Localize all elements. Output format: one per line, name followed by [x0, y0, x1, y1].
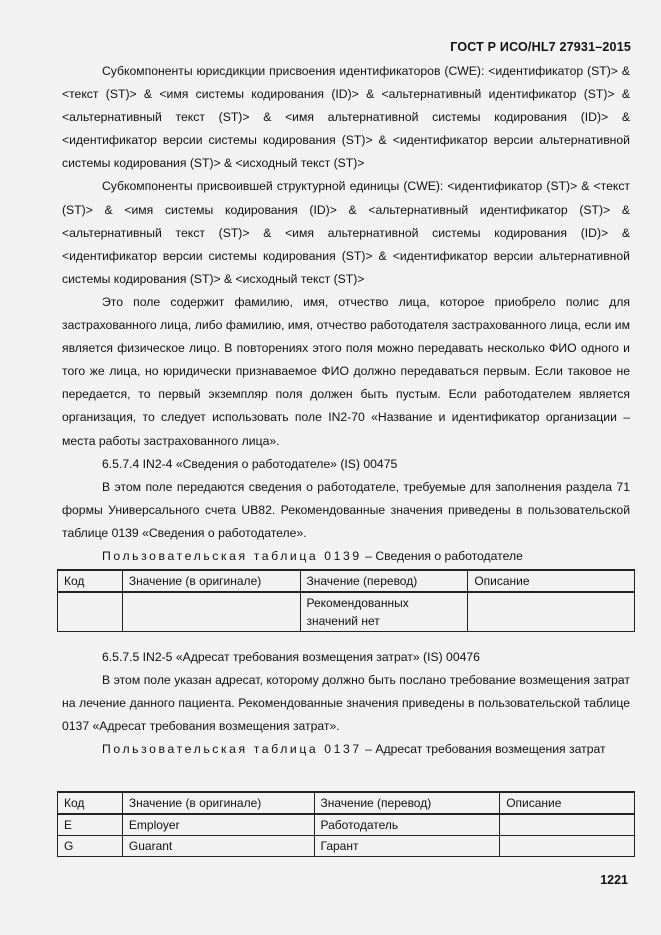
table-cell: Guarant	[122, 836, 314, 857]
section-heading-in2-5: 6.5.7.5 IN2-5 «Адресат требования возмещения затрат» (IS) 00476	[102, 650, 480, 664]
table-cell	[58, 592, 123, 632]
header-cell: Значение (перевод)	[300, 570, 468, 592]
table-cell	[468, 592, 635, 632]
header-cell: Значение (в оригинале)	[122, 792, 314, 814]
table-caption-0137	[62, 738, 630, 761]
table-cell: Гарант	[314, 836, 500, 857]
table-cell: E	[58, 814, 123, 836]
table-cell: Рекомендованных значений нет	[300, 592, 468, 632]
user-table-0139	[57, 569, 635, 632]
paragraph-jurisdiction-subcomponents: Субкомпоненты юрисдикции присвоения идентификаторов (CWE): <идентификатор (ST)> & <текст (ST)> & <имя системы кодирования (ID)> & <альтернативный идентификатор (ST)> & <альтернативный текст (ST)> & <имя альтернативной системы кодирования (ID)> & <идентификатор версии системы кодирования (ST)> & <идентификатор версии альтернативной системы кодирования (ST)> & <исходный текст (ST)>	[62, 64, 630, 171]
table-header-row	[58, 570, 635, 592]
table-cell	[122, 592, 300, 632]
table-row	[58, 592, 635, 632]
header-cell: Описание	[500, 792, 635, 814]
page-number: 1221	[600, 873, 628, 887]
paragraph-field-description: Это поле содержит фамилию, имя, отчество лица, которое приобрело полис для застрахованного лица, либо фамилию, имя, отчество работодателя застрахованного лица, если им является физическое лицо. В повторениях этого поля можно передавать несколько ФИО одного и того же лица, но юридически признаваемое ФИО должно передаваться первым. Если таковое не передается, то первый экземпляр поля должен быть пустым. Если работодателем является организация, то следует использовать поле IN2-70 «Название и идентификатор организации – места работы застрахованного лица».	[62, 294, 630, 448]
header-cell: Код	[58, 570, 123, 592]
table-header-row	[58, 792, 635, 814]
table-caption-0139	[62, 545, 630, 568]
table-caption-title: – Сведения о работодателе	[361, 548, 523, 563]
paragraph-department-subcomponents: Субкомпоненты присвоившей структурной единицы (CWE): <идентификатор (ST)> & <текст (ST)> & <имя системы кодирования (ID)> & <альтернативный идентификатор (ST)> & <альтернативный текст (ST)> & <имя альтернативной системы кодирования (ID)> & <идентификатор версии системы кодирования (ST)> & <идентификатор версии альтернативной системы кодирования (ST)> & <исходный текст (ST)>	[62, 179, 630, 286]
table-cell: Employer	[122, 814, 314, 836]
paragraph-employer-info: В этом поле передаются сведения о работодателе, требуемые для заполнения раздела 71 формы Универсального счета UB82. Рекомендованные значения приведены в пользовательской таблице 0139 «Сведения о работодателе».	[62, 479, 630, 540]
header-cell: Значение (перевод)	[314, 792, 500, 814]
table-caption-title: – Адресат требования возмещения затрат	[361, 742, 606, 757]
table-cell	[500, 836, 635, 857]
text-block-upper	[62, 60, 630, 568]
section-heading-in2-4: 6.5.7.4 IN2-4 «Сведения о работодателе» (IS) 00475	[102, 456, 398, 471]
table-cell: G	[58, 836, 123, 857]
table-cell	[500, 814, 635, 836]
document-header: ГОСТ Р ИСО/HL7 27931–2015	[450, 40, 631, 54]
table-cell: Работодатель	[314, 814, 500, 836]
table-caption-prefix: Пользовательская таблица 0137	[102, 742, 362, 757]
table-row	[58, 814, 635, 836]
text-block-lower	[62, 646, 630, 761]
paragraph-claim-recipient: В этом поле указан адресат, которому должно быть послано требование возмещения затрат на лечение данного пациента. Рекомендованные значения приведены в пользовательской таблице 0137 «Адресат требования возмещения затрат».	[62, 673, 630, 734]
header-cell: Значение (в оригинале)	[122, 570, 300, 592]
table-caption-prefix: Пользовательская таблица 0139	[102, 548, 362, 563]
header-cell: Код	[58, 792, 123, 814]
user-table-0137	[57, 791, 635, 857]
header-cell: Описание	[468, 570, 635, 592]
table-row	[58, 836, 635, 857]
